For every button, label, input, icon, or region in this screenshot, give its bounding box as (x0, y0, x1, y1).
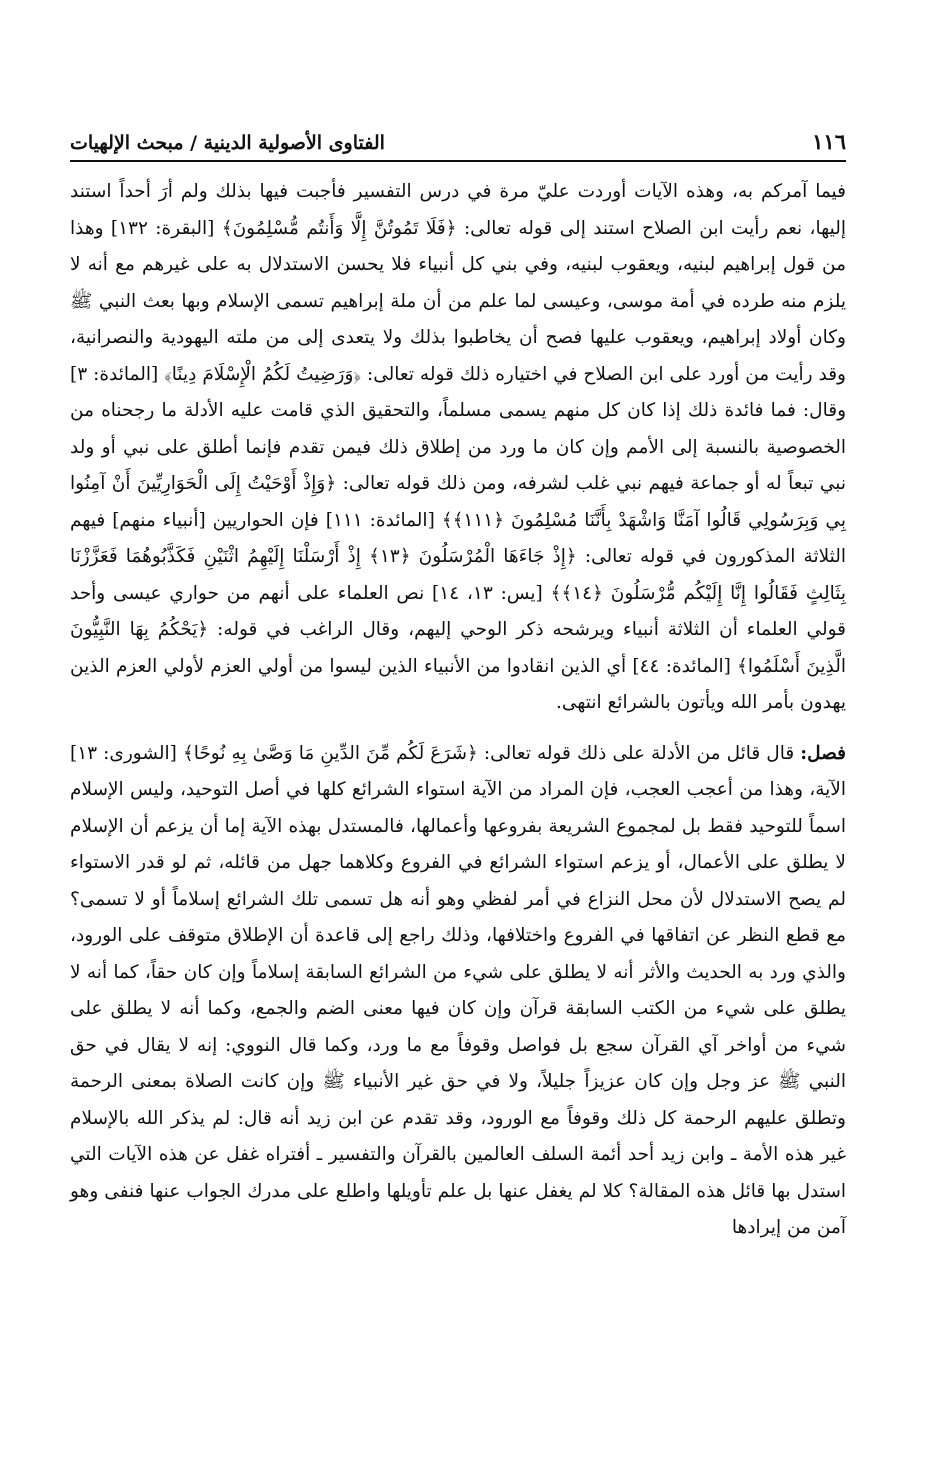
section-label: فصل: (800, 742, 846, 764)
running-header (70, 124, 846, 162)
paragraph (70, 174, 846, 722)
paragraph-text: فيما آمركم به، وهذه الآيات أوردت عليّ مرة في درس التفسير فأجبت فيها بذلك ولم أرَ أحداً استند إليها، نعم رأيت ابن الصلاح استند إلى قوله تعالى: ﴿فَلَا تَمُوتُنَّ إِلَّا وَأَنتُم مُّسْلِمُونَ﴾ [البقرة: ١٣٢] وهذا من قول إبراهيم لبنيه، ويعقوب لبنيه، وفي بني كل أنبياء فلا يحسن الاستدلال به على غيرهم مع أنه لا يلزم منه طرده في أمة موسى، وعيسى لما علم من أن ملة إبراهيم تسمى الإسلام وبها بعث النبي ﷺ وكان أولاد إبراهيم، ويعقوب عليها فصح أن يخاطبوا بذلك ولا يتعدى إلى من ملته اليهودية والنصرانية، وقد رأيت من أورد على ابن الصلاح في اختياره ذلك قوله تعالى: ﴿وَرَضِيتُ لَكُمُ الْإِسْلَامَ دِينًا﴾ [المائدة: ٣] وقال: فما فائدة ذلك إذا كان كل منهم يسمى مسلماً، والتحقيق الذي قامت عليه الأدلة ما رجحناه من الخصوصية بالنسبة إلى الأمم وإن كان ما ورد من إطلاق ذلك فيمن تقدم فإنما أطلق على نبي أو ولد نبي تبعاً له أو جماعة فيهم نبي غلب لشرفه، ومن ذلك قوله تعالى: ﴿وَإِذْ أَوْحَيْتُ إِلَى الْحَوَارِيِّينَ أَنْ آمِنُوا بِي وَبِرَسُولِي قَالُوا آمَنَّا وَاشْهَدْ بِأَنَّنَا مُسْلِمُونَ ﴿١١١﴾﴾ [المائدة: ١١١] فإن الحواريين [أنبياء منهم] فيهم الثلاثة المذكورون في قوله تعالى: ﴿إِذْ جَاءَهَا الْمُرْسَلُونَ ﴿١٣﴾ إِذْ أَرْسَلْنَا إِلَيْهِمُ اثْنَيْنِ فَكَذَّبُوهُمَا فَعَزَّزْنَا بِثَالِثٍ فَقَالُوا إِنَّا إِلَيْكُم مُّرْسَلُونَ ﴿١٤﴾﴾ [يس: ١٣، ١٤] نص العلماء على أنهم من حواري عيسى وأحد قولي العلماء أن الثلاثة أنبياء ويرشحه ذكر الوحي إليهم، وقال الراغب في قوله: ﴿يَحْكُمُ بِهَا النَّبِيُّونَ الَّذِينَ أَسْلَمُوا﴾ [المائدة: ٤٤] أي الذين انقادوا من الأنبياء الذين ليسوا من أولي العزم لأولي العزم الذين يهدون بأمر الله ويأتون بالشرائع انتهى. (70, 181, 847, 713)
paragraph-text: قال قائل من الأدلة على ذلك قوله تعالى: ﴿شَرَعَ لَكُم مِّنَ الدِّينِ مَا وَصَّىٰ بِهِ نُوحًا﴾ [الشورى: ١٣] الآية، وهذا من أعجب العجب، فإن المراد من الآية استواء الشرائع كلها في أصل التوحيد، وليس الإسلام اسماً للتوحيد فقط بل لمجموع الشريعة بفروعها وأعمالها، فالمستدل بهذه الآية إما أن يزعم أن الإسلام لا يطلق على الأعمال، أو يزعم استواء الشرائع في الفروع وكلاهما جهل من قائله، ثم لو قدر الاستواء لم يصح الاستدلال لأن محل النزاع في أمر لفظي وهو أنه هل تسمى تلك الشرائع إسلاماً أو لا تسمى؟ مع قطع النظر عن اتفاقها في الفروع واختلافها، وذلك راجع إلى قاعدة أن الإطلاق متوقف على الورود، والذي ورد به الحديث والأثر أنه لا يطلق على شيء من الشرائع السابقة إسلاماً وإن كان حقاً، كما أنه لا يطلق على شيء من الكتب السابقة قرآن وإن كان فيها معنى الضم والجمع، وكما أنه لا يطلق على شيء من أواخر آي القرآن سجع بل فواصل وقوفاً مع ما ورد، وكما قال النووي: إنه لا يقال في حق النبي ﷺ عز وجل وإن كان عزيزاً جليلاً، ولا في حق غير الأنبياء ﷺ وإن كانت الصلاة بمعنى الرحمة وتطلق عليهم الرحمة كل ذلك وقوفاً مع الورود، وقد تقدم عن ابن زيد أنه قال: لم يذكر الله بالإسلام غير هذه الأمة ـ وابن زيد أحد أئمة السلف العالمين بالقرآن والتفسير ـ أفتراه غفل عن هذه الآيات التي استدل بها قائل هذه المقالة؟ كلا لم يغفل عنها بل علم تأويلها واطلع على مدرك الجواب عنها فنفى وهو آمن من إيرادها (70, 742, 846, 1238)
section-paragraph (70, 736, 846, 1247)
book-page (70, 124, 846, 1354)
header-title: الفتاوى الأصولية الدينية / مبحث الإلهيات (70, 132, 385, 154)
page-number: ١١٦ (812, 129, 846, 154)
body-text (70, 174, 846, 1247)
